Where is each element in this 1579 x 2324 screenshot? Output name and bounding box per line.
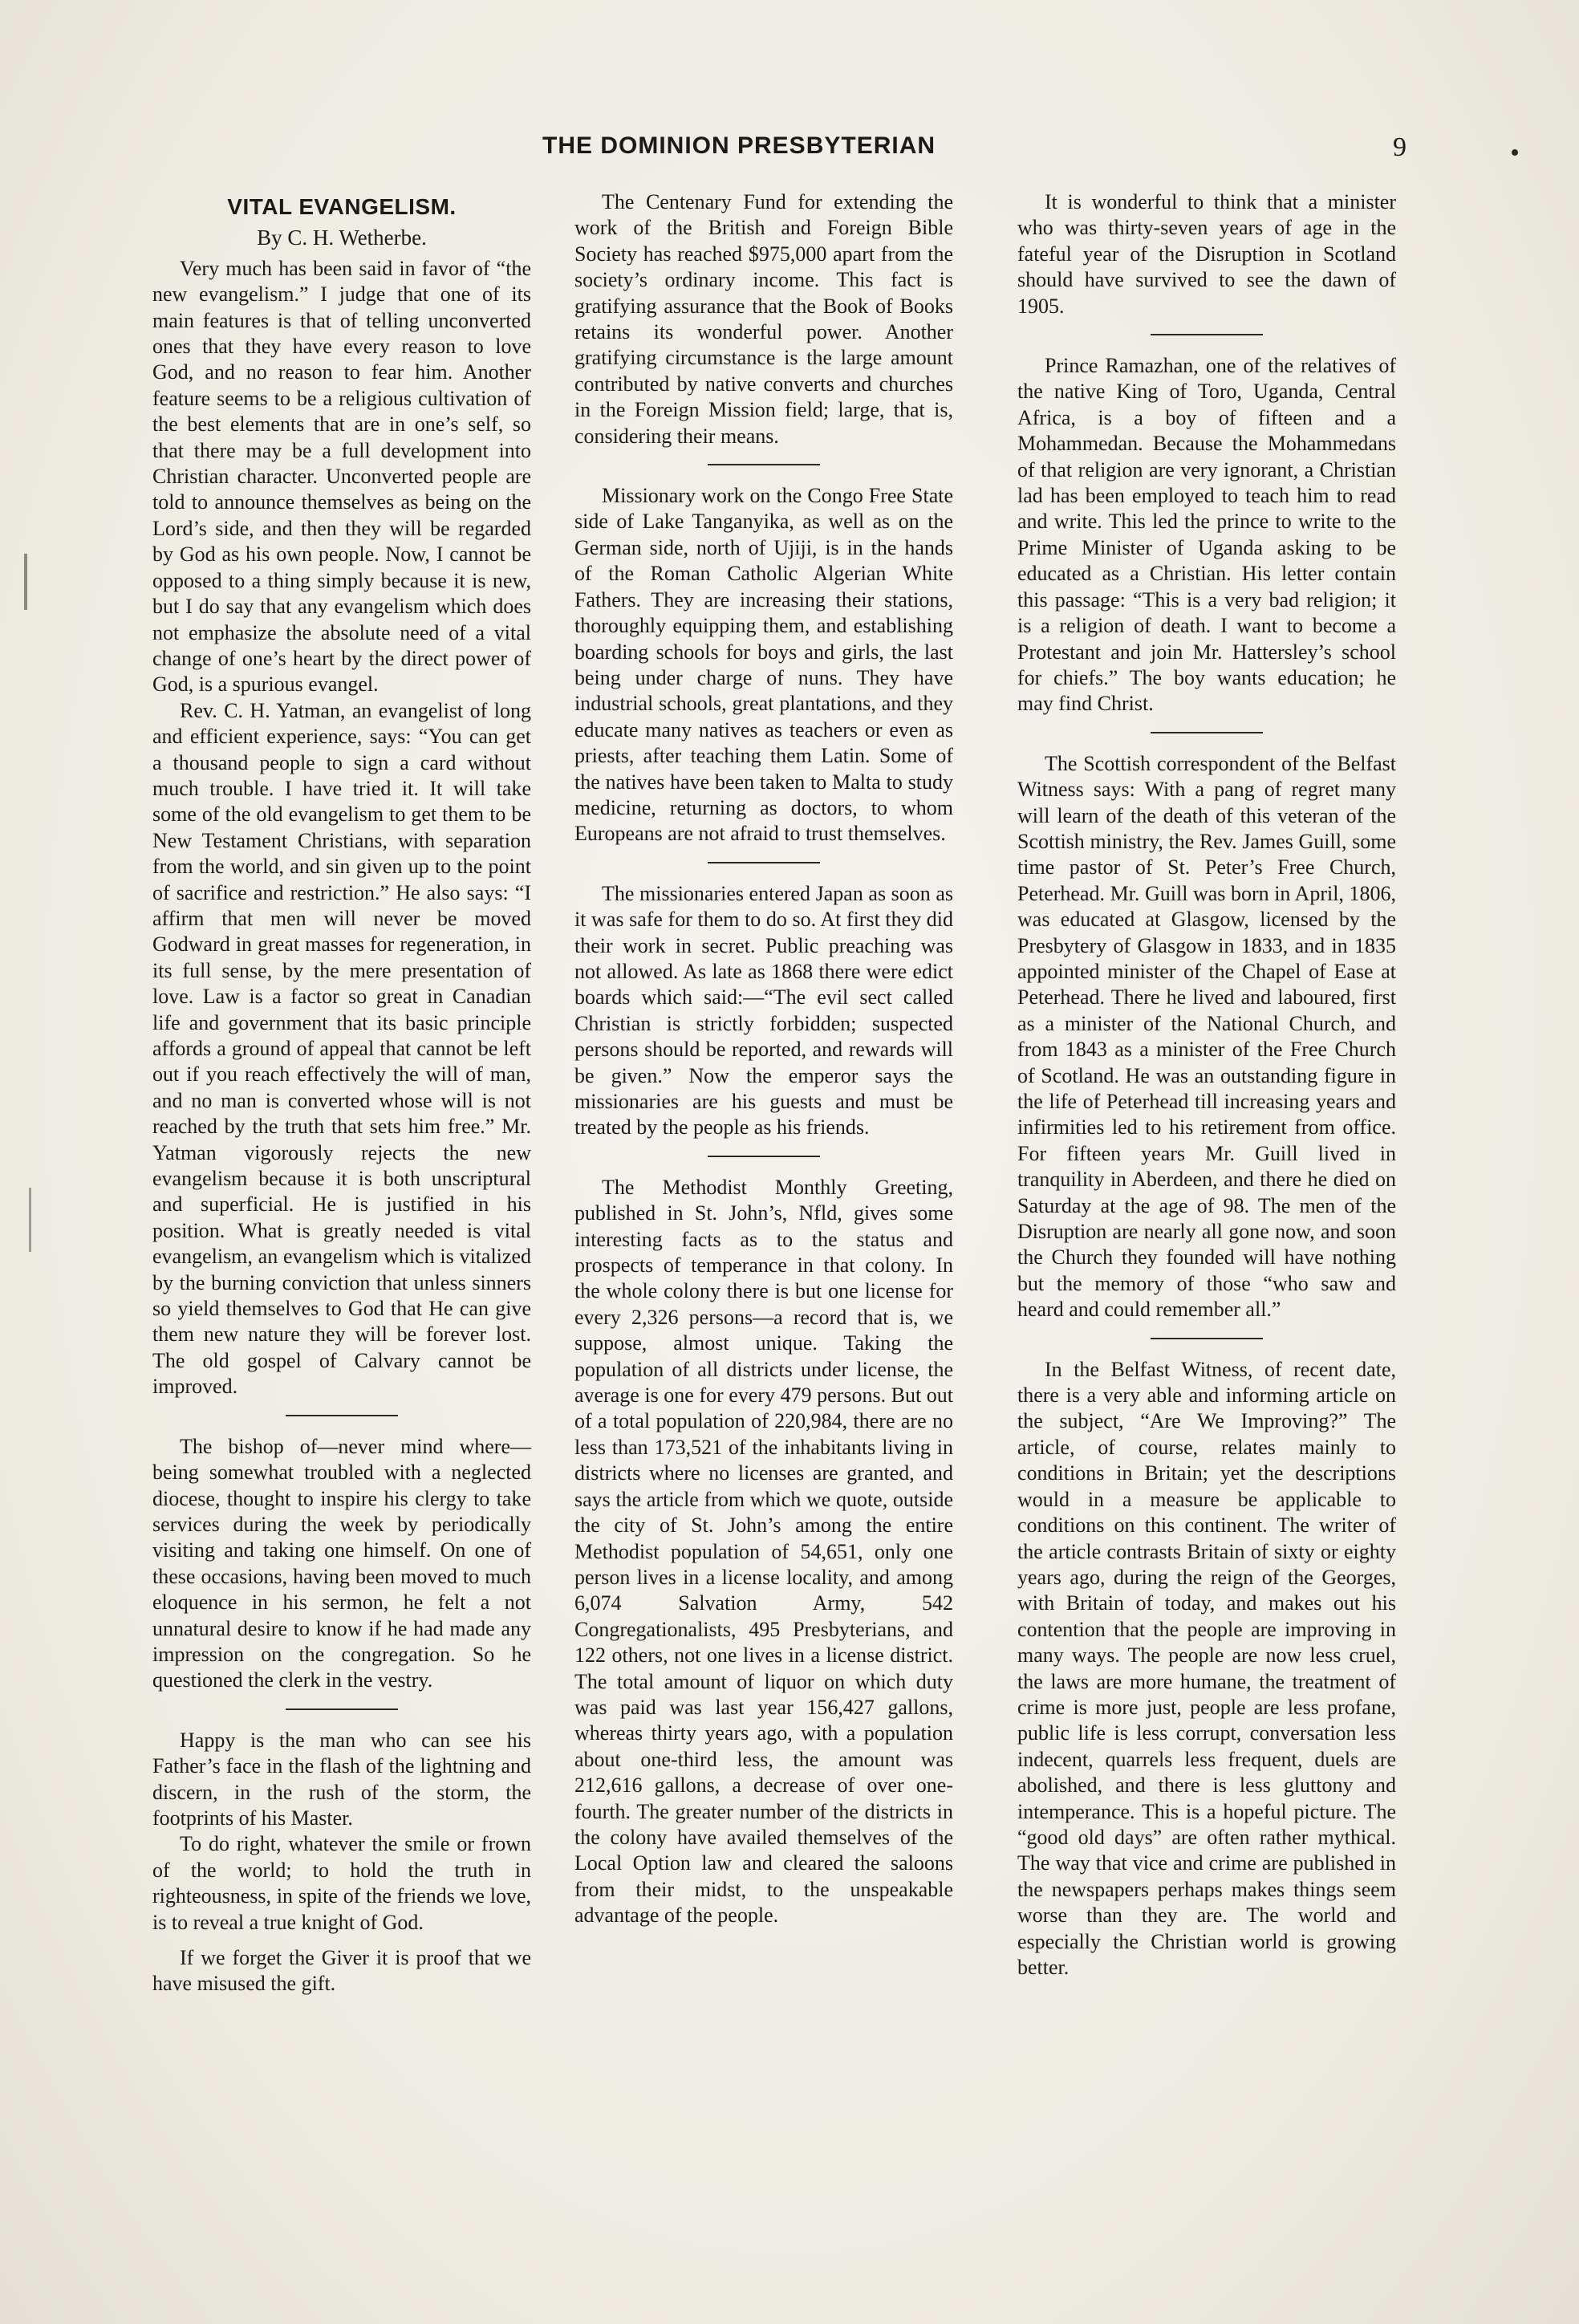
- running-head: THE DOMINION PRESBYTERIAN: [542, 132, 936, 159]
- divider: [286, 1708, 398, 1710]
- column-1: [152, 189, 531, 1997]
- paragraph: It is wonderful to think that a minister who was thirty-seven years of age in the fateful year of the Disruption in Scotland should have survived to see the dawn of 1905.: [1017, 190, 1396, 318]
- paragraph: The bishop of—never mind where—being somewhat troubled with a neglected diocese, thought to inspire his clergy to take services during the week by periodically visiting and taking one himself. On one of these occasions, having been moved to much eloquence in his sermon, he felt a not unnatural desire to know if he had made any impression on the congregation. So he questioned the clerk in the vestry.: [152, 1434, 531, 1692]
- divider: [708, 862, 820, 863]
- paragraph: To do right, whatever the smile or frown of the world; to hold the truth in righteousness, in spite of the friends we love, is to reveal a true knight of God.: [152, 1832, 531, 1934]
- divider: [708, 1156, 820, 1157]
- paragraph: Rev. C. H. Yatman, an evangelist of long and efficient experience, says: “You can get a thousand people to sign a card without much trouble. I have tried it. It will take some of the old evangelism to get them to be New Testament Christians, with separation from the world, and sin given up to the point of sacrifice and restriction.” He also says: “I affirm that men will never be moved Godward in great masses for regeneration, in its full sense, by the mere presentation of love. Law is a factor so great in Canadian life and government that its basic principle affords a ground of appeal that cannot be left out if you reach effectively the will of man, and no man is converted whose will is not reached by the truth that sets him free.” Mr. Yatman vigorously rejects the new evangelism because it is both unscriptural and superficial. He is justified in his position. What is greatly needed is vital evangelism, an evangelism which is vitalized by the burning conviction that unless sinners so yield themselves to God that He can give them new nature they will be forever lost. The old gospel of Calvary cannot be improved.: [152, 698, 531, 1399]
- divider: [1151, 1338, 1263, 1339]
- paragraph: The Methodist Monthly Greeting, published in St. John’s, Nfld, gives some interesting facts as to the status and prospects of temperance in that colony. In the whole colony there is but one license for every 2,326 persons—a record that is, we suppose, almost unique. Taking the population of all districts under license, the average is one for every 479 persons. But out of a total population of 220,984, there are no less than 173,521 of the inhabitants living in districts where no licenses are granted, and says the article from which we quote, outside the city of St. John’s among the entire Methodist population of 54,651, only one person lives in a license locality, and among 6,074 Salvation Army, 542 Congregationalists, 495 Presbyterians, and 122 others, not one lives in a license district. The total amount of liquor on which duty was paid was last year 156,427 gallons, whereas thirty years ago, with a population about one-third less, the amount was 212,616 gallons, a decrease of over one-fourth. The greater number of the districts in the colony have availed themselves of the Local Option law and cleared the saloons from their midst, to the unspeakable advantage of the people.: [574, 1175, 953, 1928]
- column-2: [574, 189, 953, 1929]
- paragraph: The Scottish correspondent of the Belfast Witness says: With a pang of regret many will learn of the death of this veteran of the Scottish ministry, the Rev. James Guill, some time pastor of St. Peter’s Free Church, Peterhead. Mr. Guill was born in April, 1806, was educated at Glasgow, licensed by the Presbytery of Glasgow in 1833, and in 1835 appointed minister of the Chapel of Ease at Peterhead. There he lived and laboured, first as a minister of the National Church, and from 1843 as a minister of the Free Church of Scotland. He was an outstanding figure in the life of Peterhead till increasing years and infirmities led to his retirement from office. For fifteen years Mr. Guill lived in tranquility in Aberdeen, and there he died on Saturday at the age of 98. The men of the Disruption are nearly all gone now, and soon the Church they founded will have nothing but the memory of those “who saw and heard and could remember all.”: [1017, 751, 1396, 1322]
- paragraph: Prince Ramazhan, one of the relatives of the native King of Toro, Uganda, Central Africa, is a boy of fifteen and a Mohammedan. Because the Mohammedans of that religion are very ignorant, a Christian lad has been employed to teach him to read and write. This led the prince to write to the Prime Minister of Uganda asking to be educated as a Christian. His letter contain this passage: “This is a very bad religion; it is a religion of death. I want to become a Protestant and join Mr. Hattersley’s school for chiefs.” The boy wants education; he may find Christ.: [1017, 354, 1396, 716]
- paragraph: Happy is the man who can see his Father’s face in the flash of the lightning and discern, in the rush of the storm, the footprints of his Master.: [152, 1728, 531, 1830]
- paragraph: Missionary work on the Congo Free State side of Lake Tanganyika, as well as on the German side, north of Ujiji, is in the hands of the Roman Catholic Algerian White Fathers. They are increasing their stations, thoroughly equipping them, and establishing boarding schools for boys and girls, the last being under charge of nuns. They have industrial schools, great plantations, and they educate many natives as teachers or even as priests, after teaching them Latin. Some of the natives have been taken to Malta to study medicine, returning as doctors, to whom Europeans are not afraid to trust themselves.: [574, 484, 953, 846]
- paragraph: The Centenary Fund for extending the work of the British and Foreign Bible Society has reached $975,000 apart from the society’s ordinary income. This fact is gratifying assurance that the Book of Books retains its wonderful power. Another gratifying circumstance is the large amount contributed by native converts and churches in the Foreign Mission field; large, that is, considering their means.: [574, 190, 953, 448]
- page-number: 9: [1393, 132, 1406, 162]
- divider: [1151, 334, 1263, 335]
- paragraph: In the Belfast Witness, of recent date, there is a very able and informing article on the subject, “Are We Improving?” The article, of course, relates mainly to conditions in Britain; yet the descriptions would in a measure be applicable to conditions on this continent. The writer of the article contrasts Britain of sixty or eighty years ago, during the reign of the Georges, with Britain of today, and makes out his contention that the people are improving in many ways. The people are now less cruel, the laws are more humane, the treatment of crime is more just, people are less profane, public life is less corrupt, conversation less indecent, quarrels less frequent, duels are abolished, and there is less gluttony and intemperance. This is a hopeful picture. The “good old days” are often rather mythical. The way that vice and crime are published in the newspapers perhaps makes things seem worse than they are. The world and especially the Christian world is growing better.: [1017, 1357, 1396, 1979]
- divider: [1151, 732, 1263, 733]
- divider: [708, 464, 820, 465]
- column-3: [1017, 189, 1396, 1981]
- scan-mark: [24, 554, 27, 610]
- paragraph: Very much has been said in favor of “the new evangelism.” I judge that one of its main features is that of telling unconverted ones that they have every reason to love God, and no reason to fear him. Another feature seems to be a religious cultivation of the best elements that are in one’s self, so that there may be a full development into Christian character. Unconverted people are told to announce themselves as being on the Lord’s side, and then they will be regarded by God as his own people. Now, I cannot be opposed to a thing simply because it is new, but I do say that any evangelism which does not emphasize the absolute need of a vital change of one’s heart by the direct power of God, is a spurious evangel.: [152, 256, 531, 697]
- scan-speck: [1512, 149, 1518, 156]
- article-title: VITAL EVANGELISM.: [227, 194, 457, 219]
- divider: [286, 1415, 398, 1416]
- paragraph: The missionaries entered Japan as soon as it was safe for them to do so. At first they did their work in secret. Public preaching was not allowed. As late as 1868 there were edict boards which said:—“The evil sect called Christian is strictly forbidden; suspected persons should be reported, and rewards will be given.” Now the emperor says the missionaries are his guests and must be treated by the people as his friends.: [574, 881, 953, 1140]
- article-byline: By C. H. Wetherbe.: [257, 225, 427, 250]
- scan-mark: [29, 1188, 31, 1252]
- paragraph: If we forget the Giver it is proof that we have misused the gift.: [152, 1946, 531, 1996]
